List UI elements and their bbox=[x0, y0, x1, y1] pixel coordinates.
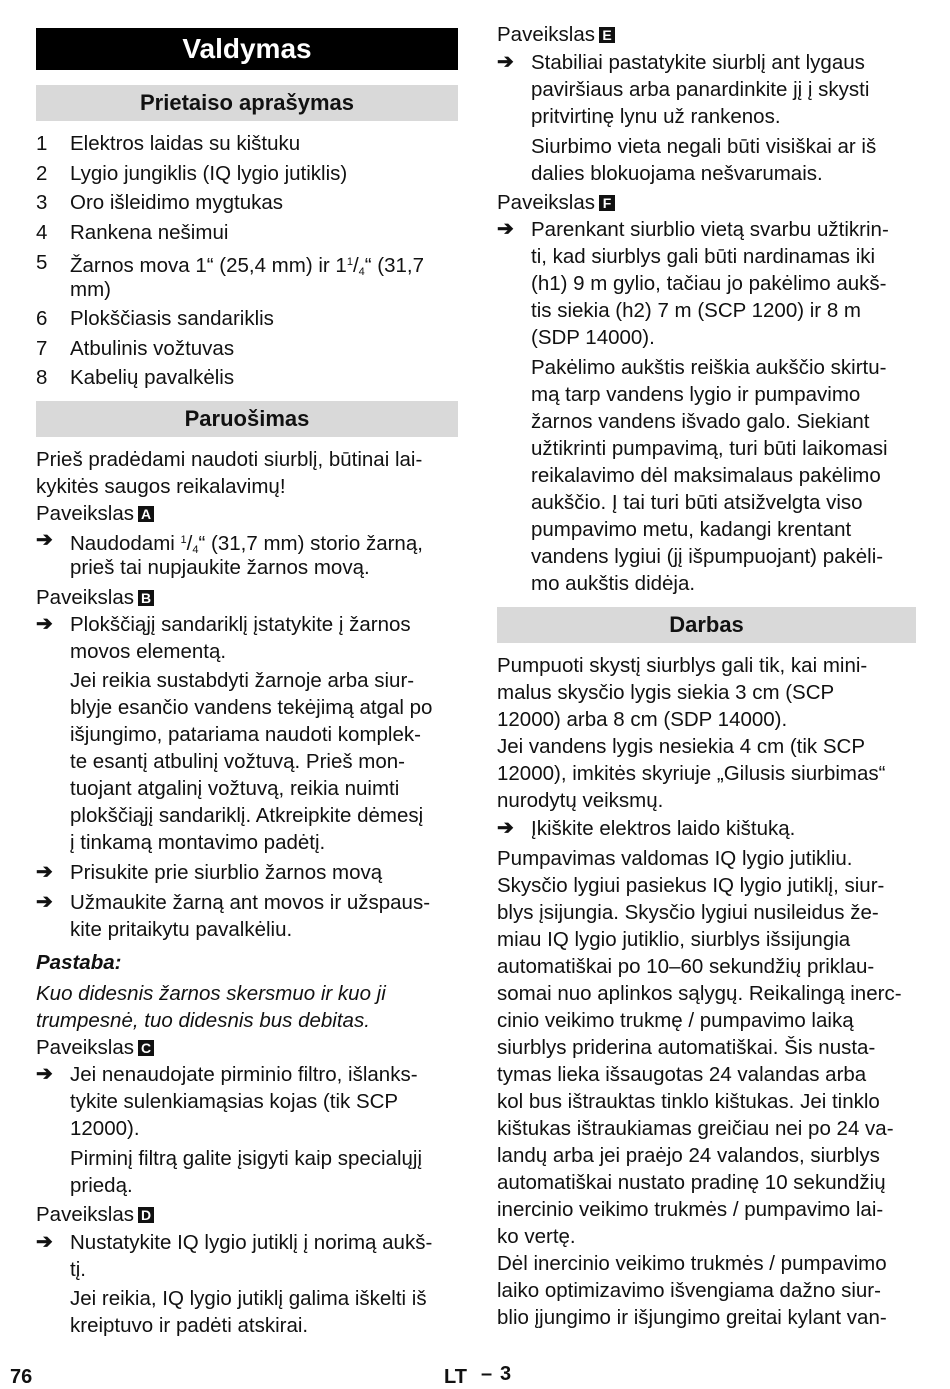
list-item: Žarnos mova 1“ (25,4 mm) ir $1^1/_4“$ (31,7 bbox=[70, 254, 425, 278]
bullet-text: movos elementą. bbox=[70, 640, 227, 663]
language-code: LT bbox=[444, 1366, 467, 1388]
paragraph-line: miau IQ lygio jutiklio, siurblys išsijungia bbox=[497, 928, 851, 951]
bullet-text: Prisukite prie siurblio žarnos movą bbox=[70, 861, 383, 884]
bullet-text: pritvirtinę lynu už rankenos. bbox=[531, 105, 781, 128]
paragraph-line: Pumpuoti skystį siurblys gali tik, kai mini- bbox=[497, 654, 868, 677]
note-title: Pastaba: bbox=[36, 951, 122, 974]
figure-letter-badge: A bbox=[138, 506, 154, 522]
paragraph-line: Jei vandens lygis nesiekia 4 cm (tik SCP bbox=[497, 735, 866, 758]
bullet-text: Jei nenaudojate pirminio filtro, išlanks- bbox=[70, 1063, 418, 1086]
paragraph-line: nurodytų veiksmų. bbox=[497, 789, 664, 812]
paragraph-line: laiko optimizavimo išvengiama dažno siur- bbox=[497, 1279, 881, 1302]
paragraph-line: priedą. bbox=[70, 1174, 133, 1197]
paragraph-line: automatiškai nustato pradinę 10 sekundžių bbox=[497, 1171, 886, 1194]
list-item: Elektros laidas su kištuku bbox=[70, 132, 301, 155]
figure-letter-badge: E bbox=[599, 27, 615, 43]
paragraph-line: mą tarp vandens lygio ir pumpavimo bbox=[531, 383, 861, 406]
note-text: trumpesnė, tuo didesnis bus debitas. bbox=[36, 1009, 370, 1032]
figure-reference-b: Paveikslas B bbox=[36, 584, 154, 612]
bullet-text: Stabiliai pastatykite siurblį ant lygaus bbox=[531, 51, 865, 74]
figure-letter-badge: F bbox=[599, 195, 615, 211]
paragraph-line: 12000), imkitės skyriuje „Gilusis siurbimas“ bbox=[497, 762, 886, 785]
bullet-text: (SDP 14000). bbox=[531, 326, 655, 349]
arrow-right-icon: ➔ bbox=[36, 1063, 53, 1085]
paragraph-line: automatiškai po 10–60 sekundžių priklau- bbox=[497, 955, 875, 978]
figure-letter-badge: B bbox=[138, 590, 154, 606]
paragraph-line: siurblys priderina automatiškai. Šis nusta- bbox=[497, 1036, 876, 1059]
arrow-right-icon: ➔ bbox=[497, 218, 514, 240]
paragraph-line: plokščiąjį sandariklį. Atkreipkite dėmesį bbox=[70, 804, 424, 827]
list-item: Plokščiasis sandariklis bbox=[70, 307, 274, 330]
list-number: 7 bbox=[36, 337, 48, 360]
arrow-right-icon: ➔ bbox=[36, 1231, 53, 1253]
bullet-text: Įkiškite elektros laido kištuką. bbox=[531, 817, 796, 840]
section-heading-operation: Darbas bbox=[497, 607, 916, 643]
figure-reference-e: Paveikslas E bbox=[497, 21, 615, 49]
paragraph-line: Siurbimo vieta negali būti visiškai ar iš bbox=[531, 135, 877, 158]
figure-reference-d: Paveikslas D bbox=[36, 1201, 154, 1229]
figure-reference-a: Paveikslas A bbox=[36, 500, 154, 528]
bullet-text: Nustatykite IQ lygio jutiklį į norimą aukš- bbox=[70, 1231, 433, 1254]
figure-reference-f: Paveikslas F bbox=[497, 189, 615, 217]
intro-line: kykitės saugos reikalavimų! bbox=[36, 475, 286, 498]
bullet-text: (h1) 9 m gylio, tačiau jo pakėlimo aukš- bbox=[531, 272, 887, 295]
bullet-text: tykite sulenkiamąsias kojas (tik SCP bbox=[70, 1090, 399, 1113]
paragraph-line: Jei reikia sustabdyti žarnoje arba siur- bbox=[70, 669, 415, 692]
paragraph-line: blys įsijungia. Skysčio lygiui nusileidus že- bbox=[497, 901, 879, 924]
paragraph-line: malus skysčio lygis siekia 3 cm (SCP bbox=[497, 681, 835, 704]
section-page-number: 3 bbox=[500, 1363, 512, 1385]
arrow-right-icon: ➔ bbox=[36, 861, 53, 883]
paragraph-line: inercinio veikimo trukmės / pumpavimo lai- bbox=[497, 1198, 884, 1221]
list-item: Oro išleidimo mygtukas bbox=[70, 191, 284, 214]
paragraph-line: Pirminį filtrą galite įsigyti kaip specialųjį bbox=[70, 1147, 423, 1170]
list-number: 2 bbox=[36, 162, 48, 185]
note-text: Kuo didesnis žarnos skersmuo ir kuo ji bbox=[36, 982, 386, 1005]
paragraph-line: cinio veikimo trukmę / pumpavimo laiką bbox=[497, 1009, 854, 1032]
list-item: Rankena nešimui bbox=[70, 221, 229, 244]
paragraph-line: somai nuo aplinkos sąlygų. Reikalingą inerc- bbox=[497, 982, 902, 1005]
paragraph-line: blyje esančio vandens tekėjimą atgal po bbox=[70, 696, 433, 719]
paragraph-line: pumpavimo metu, kadangi krentant bbox=[531, 518, 852, 541]
bullet-text: 12000). bbox=[70, 1117, 140, 1140]
list-number: 6 bbox=[36, 307, 48, 330]
paragraph-line: kol bus ištrauktas tinklo kištukas. Jei tinklo bbox=[497, 1090, 880, 1113]
bullet-text: Parenkant siurblio vietą svarbu užtikrin- bbox=[531, 218, 889, 241]
list-item-continuation: mm) bbox=[70, 278, 111, 301]
page-number: 76 bbox=[10, 1366, 33, 1388]
bullet-text: prieš tai nupjaukite žarnos movą. bbox=[70, 556, 370, 579]
bullet-text: Plokščiąjį sandariklį įstatykite į žarnos bbox=[70, 613, 411, 636]
bullet-text: ti, kad siurblys gali būti nardinamas iki bbox=[531, 245, 876, 268]
arrow-right-icon: ➔ bbox=[36, 613, 53, 635]
arrow-right-icon: ➔ bbox=[36, 891, 53, 913]
intro-line: Prieš pradėdami naudoti siurblį, būtinai lai- bbox=[36, 448, 423, 471]
paragraph-line: kištukas ištraukiamas greičiau nei po 24 va- bbox=[497, 1117, 894, 1140]
list-number: 8 bbox=[36, 366, 48, 389]
paragraph-line: Skysčio lygiui pasiekus IQ lygio jutiklį, siur- bbox=[497, 874, 885, 897]
list-item: Lygio jungiklis (IQ lygio jutiklis) bbox=[70, 162, 348, 185]
paragraph-line: blio įjungimo ir išjungimo greitai kylant van- bbox=[497, 1306, 887, 1329]
arrow-right-icon: ➔ bbox=[36, 529, 53, 551]
paragraph-line: aukščio. Į tai turi būti atsižvelgta viso bbox=[531, 491, 863, 514]
paragraph-line: reikalavimo dėl maksimalaus pakėlimo bbox=[531, 464, 881, 487]
paragraph-line: į tinkamą montavimo padėtį. bbox=[70, 831, 326, 854]
figure-reference-c: Paveikslas C bbox=[36, 1034, 154, 1062]
bullet-text: paviršiaus arba panardinkite jį į skysti bbox=[531, 78, 870, 101]
paragraph-line: kreiptuvo ir padėti atskirai. bbox=[70, 1314, 309, 1337]
bullet-text: kite pritaikytu pavalkėliu. bbox=[70, 918, 293, 941]
paragraph-line: ko vertę. bbox=[497, 1225, 576, 1248]
section-heading-preparation: Paruošimas bbox=[36, 401, 458, 437]
paragraph-line: išjungimo, patariama naudoti komplek- bbox=[70, 723, 421, 746]
paragraph-line: Dėl inercinio veikimo trukmės / pumpavimo bbox=[497, 1252, 887, 1275]
bullet-text: Užmaukite žarną ant movos ir užspaus- bbox=[70, 891, 431, 914]
paragraph-line: vandens lygiui (jį išpumpuojant) pakėli- bbox=[531, 545, 884, 568]
section-heading-description: Prietaiso aprašymas bbox=[36, 85, 458, 121]
figure-letter-badge: D bbox=[138, 1207, 154, 1223]
paragraph-line: Jei reikia, IQ lygio jutiklį galima iškelti iš bbox=[70, 1287, 427, 1310]
list-number: 4 bbox=[36, 221, 48, 244]
paragraph-line: žarnos vandens išvado galo. Siekiant bbox=[531, 410, 870, 433]
paragraph-line: Pakėlimo aukštis reiškia aukščio skirtu- bbox=[531, 356, 887, 379]
bullet-text: Naudodami $^1/_4“$ (31,7 mm) storio žarną, bbox=[70, 532, 423, 556]
paragraph-line: tymas lieka išsaugotas 24 valandas arba bbox=[497, 1063, 867, 1086]
figure-letter-badge: C bbox=[138, 1040, 154, 1056]
list-item: Kabelių pavalkėlis bbox=[70, 366, 235, 389]
list-item: Atbulinis vožtuvas bbox=[70, 337, 235, 360]
paragraph-line: te esantį atbulinį vožtuvą. Prieš mon- bbox=[70, 750, 405, 773]
paragraph-line: mo aukštis didėja. bbox=[531, 572, 696, 595]
paragraph-line: tuojant atgalinį vožtuvą, reikia nuimti bbox=[70, 777, 400, 800]
page-title: Valdymas bbox=[36, 28, 458, 70]
arrow-right-icon: ➔ bbox=[497, 51, 514, 73]
paragraph-line: Pumpavimas valdomas IQ lygio jutikliu. bbox=[497, 847, 853, 870]
arrow-right-icon: ➔ bbox=[497, 817, 514, 839]
paragraph-line: dalies blokuojama nešvarumais. bbox=[531, 162, 823, 185]
footer-dash: – bbox=[481, 1363, 493, 1385]
list-number: 3 bbox=[36, 191, 48, 214]
list-number: 1 bbox=[36, 132, 48, 155]
bullet-text: tis siekia (h2) 7 m (SCP 1200) ir 8 m bbox=[531, 299, 862, 322]
list-number: 5 bbox=[36, 251, 48, 274]
paragraph-line: užtikrinti pumpavimą, turi būti laikomasi bbox=[531, 437, 888, 460]
paragraph-line: landų arba jei praėjo 24 valandos, siurblys bbox=[497, 1144, 880, 1167]
bullet-text: tį. bbox=[70, 1258, 86, 1281]
paragraph-line: 12000) arba 8 cm (SDP 14000). bbox=[497, 708, 788, 731]
